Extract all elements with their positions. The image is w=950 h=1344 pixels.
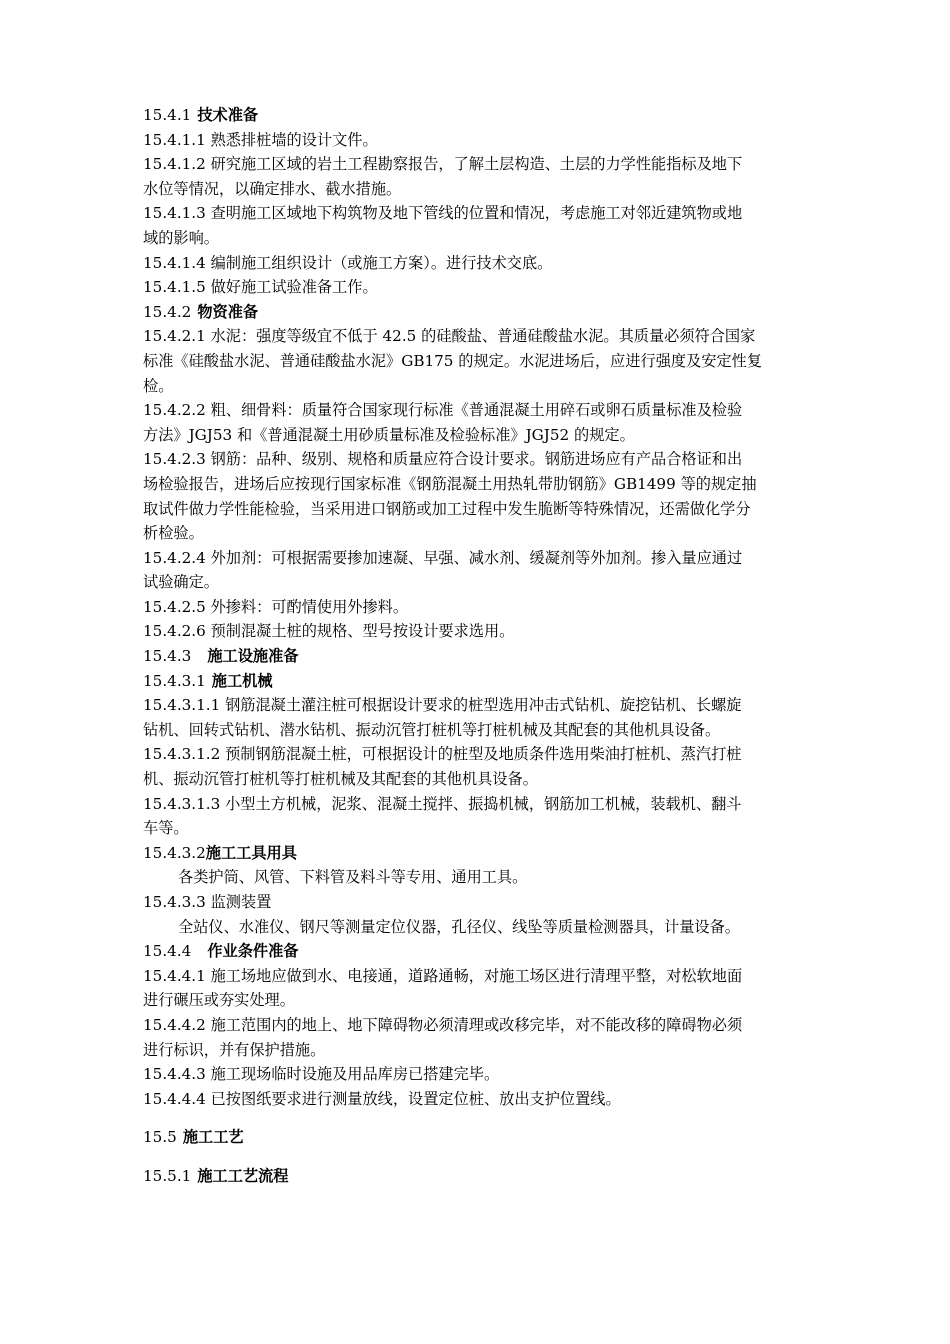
spacer xyxy=(143,1150,811,1164)
paragraph-15-4-2-1-line-2: 标准《硅酸盐水泥、普通硅酸盐水泥》GB175 的规定。水泥进场后，应进行强度及安定性复 xyxy=(143,351,763,370)
paragraph-15-4-4-3: 15.4.4.3 施工现场临时设施及用品库房已搭建完毕。 xyxy=(143,1065,500,1084)
paragraph-15-4-2-3-line-2: 场检验报告，进场后应按现行国家标准《钢筋混凝土用热轧带肋钢筋》GB1499 等的规定抽 xyxy=(143,474,757,493)
document-page xyxy=(143,103,811,1189)
heading-15-4-3 xyxy=(143,644,811,669)
paragraph-15-4-1-2-line-1: 15.4.1.2 研究施工区域的岩土工程勘察报告，了解土层构造、土层的力学性能指标及地下 xyxy=(143,155,743,174)
paragraph-15-4-3-1-3-line-2: 车等。 xyxy=(143,819,189,838)
paragraph-15-4-2-4-line-1: 15.4.2.4 外加剂：可根据需要掺加速凝、早强、减水剂、缓凝剂等外加剂。掺入量应通过 xyxy=(143,548,743,567)
paragraph-15-4-1-4: 15.4.1.4 编制施工组织设计（或施工方案）。进行技术交底。 xyxy=(143,253,553,272)
paragraph-15-4-4-4: 15.4.4.4 已按图纸要求进行测量放线，设置定位桩、放出支护位置线。 xyxy=(143,1089,621,1108)
section-number: 15.4.3.1 xyxy=(143,671,206,690)
section-number: 15.5 xyxy=(143,1128,177,1147)
paragraph-15-4-3-3-body: 全站仪、水准仪、钢尺等测量定位仪器，孔径仪、线坠等质量检测器具，计量设备。 xyxy=(178,917,740,936)
section-title: 施工设施准备 xyxy=(207,647,299,666)
paragraph-15-4-1-2-line-2: 水位等情况，以确定排水、截水措施。 xyxy=(143,179,402,198)
paragraph-15-4-3-1-1-line-2: 钻机、回转式钻机、潜水钻机、振动沉管打桩机等打桩机械及其配套的其他机具设备。 xyxy=(143,720,721,739)
heading-15-5-1 xyxy=(143,1164,811,1189)
heading-15-4-3-2 xyxy=(143,841,811,866)
paragraph-15-4-1-5: 15.4.1.5 做好施工试验准备工作。 xyxy=(143,278,378,297)
section-title: 作业条件准备 xyxy=(207,942,299,961)
section-title: 施工工具用具 xyxy=(205,843,297,862)
section-number: 15.4.3.2 xyxy=(143,843,206,862)
section-number: 15.4.4 xyxy=(143,942,192,961)
paragraph-15-4-3-2-body: 各类护筒、风管、下料管及料斗等专用、通用工具。 xyxy=(178,868,528,887)
section-title: 施工工艺流程 xyxy=(197,1166,289,1185)
paragraph-15-4-2-1-line-1: 15.4.2.1 水泥：强度等级宜不低于 42.5 的硅酸盐、普通硅酸盐水泥。其质量必须符合国家 xyxy=(143,327,756,346)
heading-15-4-1 xyxy=(143,103,811,128)
section-title: 施工工艺 xyxy=(182,1128,244,1147)
paragraph-15-4-2-2-line-2: 方法》JGJ53 和《普通混凝土用砂质量标准及检验标准》JGJ52 的规定。 xyxy=(143,425,635,444)
section-number: 15.5.1 xyxy=(143,1166,192,1185)
paragraph-15-4-3-1-3-line-1: 15.4.3.1.3 小型土方机械，泥浆、混凝土搅拌、振捣机械，钢筋加工机械，装载机、翻斗 xyxy=(143,794,742,813)
paragraph-15-4-2-1-line-3: 检。 xyxy=(143,376,174,395)
paragraph-15-4-2-3-line-1: 15.4.2.3 钢筋：品种、级别、规格和质量应符合设计要求。钢筋进场应有产品合格证和出 xyxy=(143,450,743,469)
spacer xyxy=(143,1111,811,1125)
paragraph-15-4-1-3-line-1: 15.4.1.3 查明施工区域地下构筑物及地下管线的位置和情况，考虑施工对邻近建筑物或地 xyxy=(143,204,743,223)
paragraph-15-4-2-6: 15.4.2.6 预制混凝土桩的规格、型号按设计要求选用。 xyxy=(143,622,515,641)
heading-15-4-3-1 xyxy=(143,669,811,694)
paragraph-15-4-2-4-line-2: 试验确定。 xyxy=(143,573,219,592)
paragraph-15-4-1-1: 15.4.1.1 熟悉排桩墙的设计文件。 xyxy=(143,130,378,149)
section-title: 物资准备 xyxy=(197,302,259,321)
section-number: 15.4.1 xyxy=(143,106,192,124)
section-number: 15.4.2 xyxy=(143,302,192,321)
paragraph-15-4-2-2-line-1: 15.4.2.2 粗、细骨料：质量符合国家现行标准《普通混凝土用碎石或卵石质量标准及检验 xyxy=(143,401,743,420)
paragraph-15-4-3-1-2-line-1: 15.4.3.1.2 预制钢筋混凝土桩，可根据设计的桩型及地质条件选用柴油打桩机、蒸汽打桩 xyxy=(143,745,742,764)
paragraph-15-4-4-2-line-1: 15.4.4.2 施工范围内的地上、地下障碍物必须清理或改移完毕，对不能改移的障碍物必须 xyxy=(143,1015,743,1034)
paragraph-15-4-2-3-line-4: 析检验。 xyxy=(143,524,204,543)
paragraph-15-4-4-2-line-2: 进行标识，并有保护措施。 xyxy=(143,1040,326,1059)
heading-15-4-3-3: 15.4.3.3 监测装置 xyxy=(143,893,272,911)
paragraph-15-4-2-5: 15.4.2.5 外掺料：可酌情使用外掺料。 xyxy=(143,597,409,616)
section-title: 技术准备 xyxy=(197,106,259,124)
heading-15-5 xyxy=(143,1125,811,1150)
paragraph-15-4-3-1-1-line-1: 15.4.3.1.1 钢筋混凝土灌注桩可根据设计要求的桩型选用冲击式钻机、旋挖钻机、长螺旋 xyxy=(143,696,742,715)
paragraph-15-4-4-1-line-1: 15.4.4.1 施工场地应做到水、电接通，道路通畅，对施工场区进行清理平整，对松软地面 xyxy=(143,966,743,985)
section-title: 施工机械 xyxy=(211,671,273,690)
section-number: 15.4.3 xyxy=(143,647,192,666)
heading-15-4-4 xyxy=(143,939,811,964)
paragraph-15-4-3-1-2-line-2: 机、振动沉管打桩机等打桩机械及其配套的其他机具设备。 xyxy=(143,770,538,789)
heading-15-4-2 xyxy=(143,300,811,325)
paragraph-15-4-4-1-line-2: 进行碾压或夯实处理。 xyxy=(143,991,295,1010)
paragraph-15-4-1-3-line-2: 域的影响。 xyxy=(143,228,219,247)
paragraph-15-4-2-3-line-3: 取试件做力学性能检验，当采用进口钢筋或加工过程中发生脆断等特殊情况，还需做化学分 xyxy=(143,499,751,518)
